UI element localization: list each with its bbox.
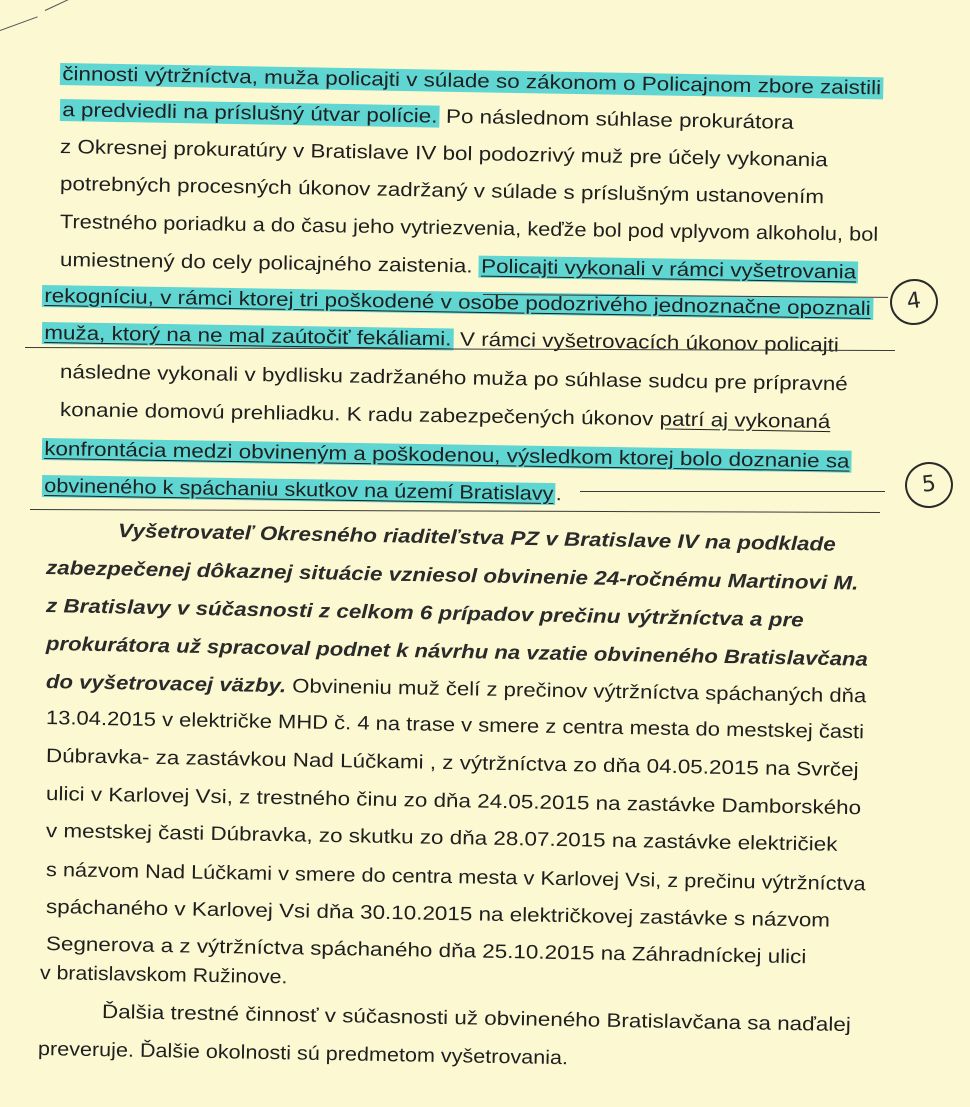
text-line	[60, 62, 884, 100]
text-segment: .	[555, 483, 562, 506]
text-line	[46, 895, 830, 933]
text-segment: umiestnený do cely policajného zaistenia.	[59, 249, 479, 278]
text-line	[60, 98, 794, 135]
text-segment: ulici v Karlovej Vsi, z trestného činu zo dňa 24.05.2015 na zastávke Damborského	[45, 783, 862, 820]
text-line	[102, 1000, 851, 1037]
scan-speck	[45, 0, 73, 11]
text-line	[42, 474, 562, 506]
highlighted-text: činnosti výtržníctva, muža policajti v súlade so zákonom o Policajnom zbore zaistili	[60, 63, 884, 99]
text-line	[42, 321, 839, 358]
text-segment: v bratislavskom Ružinove.	[39, 962, 288, 989]
text-segment: následne vykonali v bydlisku zadržaného muža po súhlase sudcu pre prípravné	[59, 361, 848, 396]
text-segment: konanie domovú prehliadku. K radu zabezpečených úkonov	[59, 399, 660, 431]
text-segment: v mestskej časti Dúbravka, zo skutku zo dňa 28.07.2015 na zastávke električiek	[45, 820, 838, 856]
text-line	[60, 135, 828, 172]
emphasized-text: do vyšetrovacej väzby.	[45, 671, 287, 698]
underline-stroke	[580, 491, 885, 492]
text-line	[42, 437, 852, 474]
emphasized-text: zabezpečenej dôkaznej situácie vzniesol obvinenie 24-ročnému Martinovi M.	[45, 557, 859, 595]
text-line	[60, 172, 824, 209]
separator-line	[30, 509, 880, 513]
text-segment: z Okresnej prokuratúry v Bratislave IV bol podozrivý muž pre účely vykonania	[59, 136, 828, 172]
text-segment: Dúbravka- za zastávkou Nad Lúčkami , z výtržníctva zo dňa 04.05.2015 na Svrčej	[45, 745, 859, 782]
text-segment: V rámci vyšetrovacích úkonov policajti	[453, 328, 840, 357]
text-segment: s názvom Nad Lúčkami v smere do centra mesta v Karlovej Vsi, z prečinu výtržníctva	[45, 859, 866, 896]
text-segment: Trestného poriadku a do času jeho vytriezvenia, keďže bol pod vplyvom alkoholu, bol	[59, 211, 879, 246]
text-line	[60, 248, 859, 285]
text-line	[40, 961, 288, 989]
text-line	[46, 858, 866, 896]
highlighted-text: muža, ktorý na ne mal zaútočiť fekáliami.	[42, 322, 454, 350]
text-line	[118, 519, 836, 557]
highlighted-text: rekogníciu, v rámci ktorej tri poškodené v osobe podozrivého jednoznačne opoznali	[42, 285, 873, 320]
text-segment: potrebných procesných úkonov zadržaný v súlade s príslušným ustanovením	[59, 173, 825, 209]
text-line	[46, 819, 838, 857]
text-line	[60, 398, 831, 434]
text-segment: Ďalšia trestné činnosť v súčasnosti už obvineného Bratislavčana sa naďalej	[101, 1001, 852, 1037]
text-line	[46, 556, 859, 596]
text-segment: Po následnom súhlase prokurátora	[439, 105, 794, 134]
highlighted-text: Policajti vykonali v rámci vyšetrovania	[479, 256, 859, 284]
text-line	[46, 594, 804, 633]
highlighted-text: obvineného k spáchaniu skutkov na území Bratislavy	[42, 475, 556, 505]
text-segment: spáchaného v Karlovej Vsi dňa 30.10.2015 na električkovej zastávke s názvom	[45, 896, 831, 932]
handwritten-mark-4: 4	[887, 276, 941, 328]
emphasized-text: prokurátora už spracoval podnet k návrhu na vzatie obvineného Bratislavčana	[45, 633, 869, 671]
handwritten-mark-5: 5	[903, 460, 956, 511]
text-line	[46, 782, 862, 820]
text-segment: patrí aj vykonaná	[659, 408, 831, 434]
highlighted-text: konfrontácia medzi obvineným a poškodenou, výsledkom ktorej bolo doznanie sa	[42, 438, 852, 473]
emphasized-text: Vyšetrovateľ Okresného riaditeľstva PZ v Bratislave IV na podklade	[117, 520, 836, 556]
text-line	[46, 744, 859, 782]
text-line	[46, 706, 864, 744]
text-segment: Obvineniu muž čelí z prečinov výtržníctva spáchaných dňa	[285, 675, 867, 708]
text-segment: 13.04.2015 v električke MHD č. 4 na trase v smere z centra mesta do mestskej časti	[45, 707, 865, 744]
text-line	[60, 360, 848, 396]
highlighted-text: a predviedli na príslušný útvar polície.	[60, 99, 440, 128]
text-line	[60, 210, 879, 247]
text-line	[42, 284, 873, 321]
emphasized-text: z Bratislavy v súčasnosti z celkom 6 prípadov prečinu výtržníctva a pre	[45, 595, 804, 632]
text-line	[38, 1037, 568, 1070]
text-segment: Segnerova a z výtržníctva spáchaného dňa 25.10.2015 na Záhradníckej ulici	[45, 933, 807, 969]
text-segment: preveruje. Ďalšie okolnosti sú predmetom vyšetrovania.	[37, 1038, 569, 1070]
text-line	[46, 632, 868, 672]
text-line	[46, 670, 867, 708]
scan-speck	[0, 16, 38, 31]
